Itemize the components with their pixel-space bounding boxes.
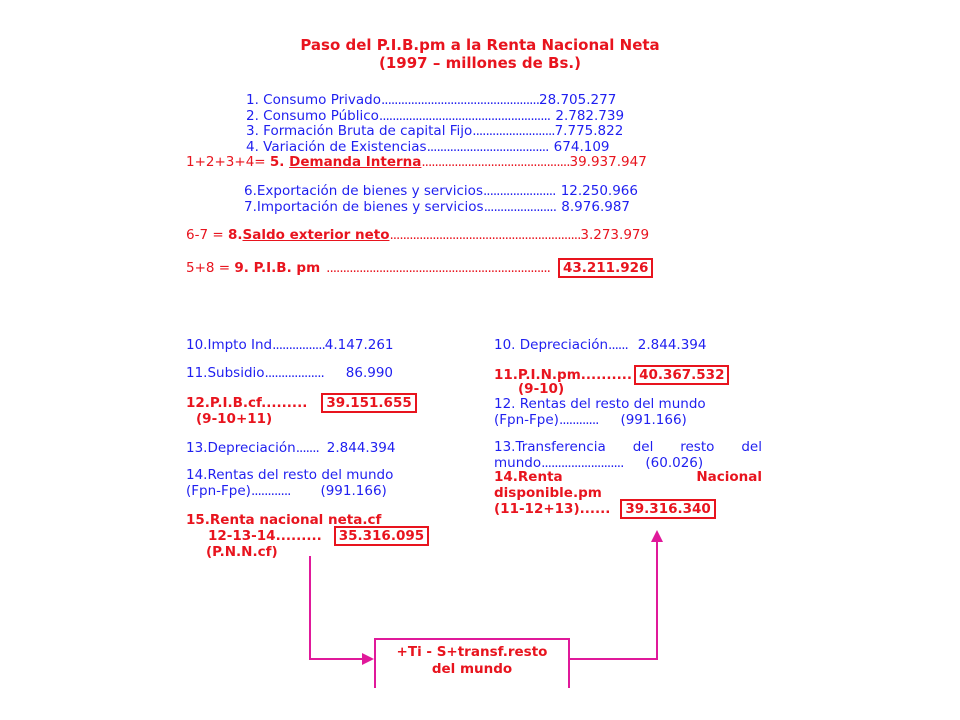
- external-trade: [244, 183, 638, 215]
- row-variacion-existencias: 4. Variación de Existencias..................................... 674.109: [246, 138, 610, 155]
- converter-line2: del mundo: [431, 661, 513, 677]
- left-row-pib-cf: 12.P.I.B.cf......... 39.151.655: [186, 395, 417, 411]
- row-exportacion: 6.Exportación de bienes y servicios...................... 12.250.966: [244, 183, 638, 199]
- right-formula-pin-pm: (9-10): [518, 381, 565, 397]
- row-importacion: 7.Importación de bienes y servicios...................... 8.976.987: [244, 199, 631, 215]
- connector-left-vertical: [309, 556, 311, 660]
- left-formula-pib-cf: (9-10+11): [196, 411, 273, 427]
- arrow-up-icon: [651, 530, 663, 542]
- connector-right-vertical: [656, 538, 658, 660]
- left-row-impto-ind: 10.Impto Ind................4.147.261: [186, 337, 394, 353]
- pib-pm-value: 43.211.926: [558, 258, 653, 278]
- pib-cf-value: 39.151.655: [321, 393, 416, 413]
- left-row-depreciacion: 13.Depreciación....... 2.844.394: [186, 440, 396, 456]
- demand-components: [246, 93, 624, 155]
- left-row-rentas-resto: 14.Rentas del resto del mundo (Fpn-Fpe)............ (991.166): [186, 467, 394, 499]
- renta-nacional-neta-value: 35.316.095: [334, 526, 429, 546]
- converter-line1: +Ti - S+transf.resto: [396, 644, 548, 660]
- right-row-transferencia: 13.Transferencia del resto del mundo......................... (60.026): [494, 439, 762, 471]
- connector-left-horizontal: [309, 658, 369, 660]
- renta-disponible-value: 39.316.340: [620, 499, 715, 519]
- pin-pm-value: 40.367.532: [634, 365, 729, 385]
- title-line1: Paso del P.I.B.pm a la Renta Nacional Neta: [300, 36, 660, 54]
- page-title: [200, 36, 760, 72]
- row-consumo-publico: 2. Consumo Público.................................................... 2.782.739: [246, 107, 625, 124]
- left-row-subsidio: 11.Subsidio.................. 86.990: [186, 365, 394, 381]
- title-line2: (1997 – millones de Bs.): [379, 54, 581, 72]
- connector-right-horizontal: [570, 658, 658, 660]
- converter-box: [374, 638, 570, 688]
- right-row-renta-disponible: 14.Renta Nacional disponible.pm (11-12+13)...... 39.316.340: [494, 469, 762, 517]
- right-row-pin-pm: 11.P.I.N.pm.......... 40.367.532: [494, 367, 729, 383]
- row-saldo-exterior: 6-7 = 8.Saldo exterior neto..........................................................3.273.979: [186, 227, 650, 243]
- row-demanda-interna: 1+2+3+4= 5. Demanda Interna.............................................39.937.947: [186, 154, 647, 170]
- row-formacion-bruta: 3. Formación Bruta de capital Fijo.........................7.775.822: [246, 123, 624, 139]
- right-row-rentas-resto: 12. Rentas del resto del mundo (Fpn-Fpe)............ (991.166): [494, 396, 706, 428]
- left-row-renta-nacional-neta: 15.Renta nacional neta.cf 12-13-14......... 35.316.095 (P.N.N.cf): [186, 512, 429, 560]
- row-pib-pm: 5+8 = 9. P.I.B. pm .................................................................... 43.211.926: [186, 260, 653, 276]
- right-row-depreciacion: 10. Depreciación...... 2.844.394: [494, 337, 707, 353]
- row-consumo-privado: 1. Consumo Privado................................................28.705.277: [246, 92, 617, 108]
